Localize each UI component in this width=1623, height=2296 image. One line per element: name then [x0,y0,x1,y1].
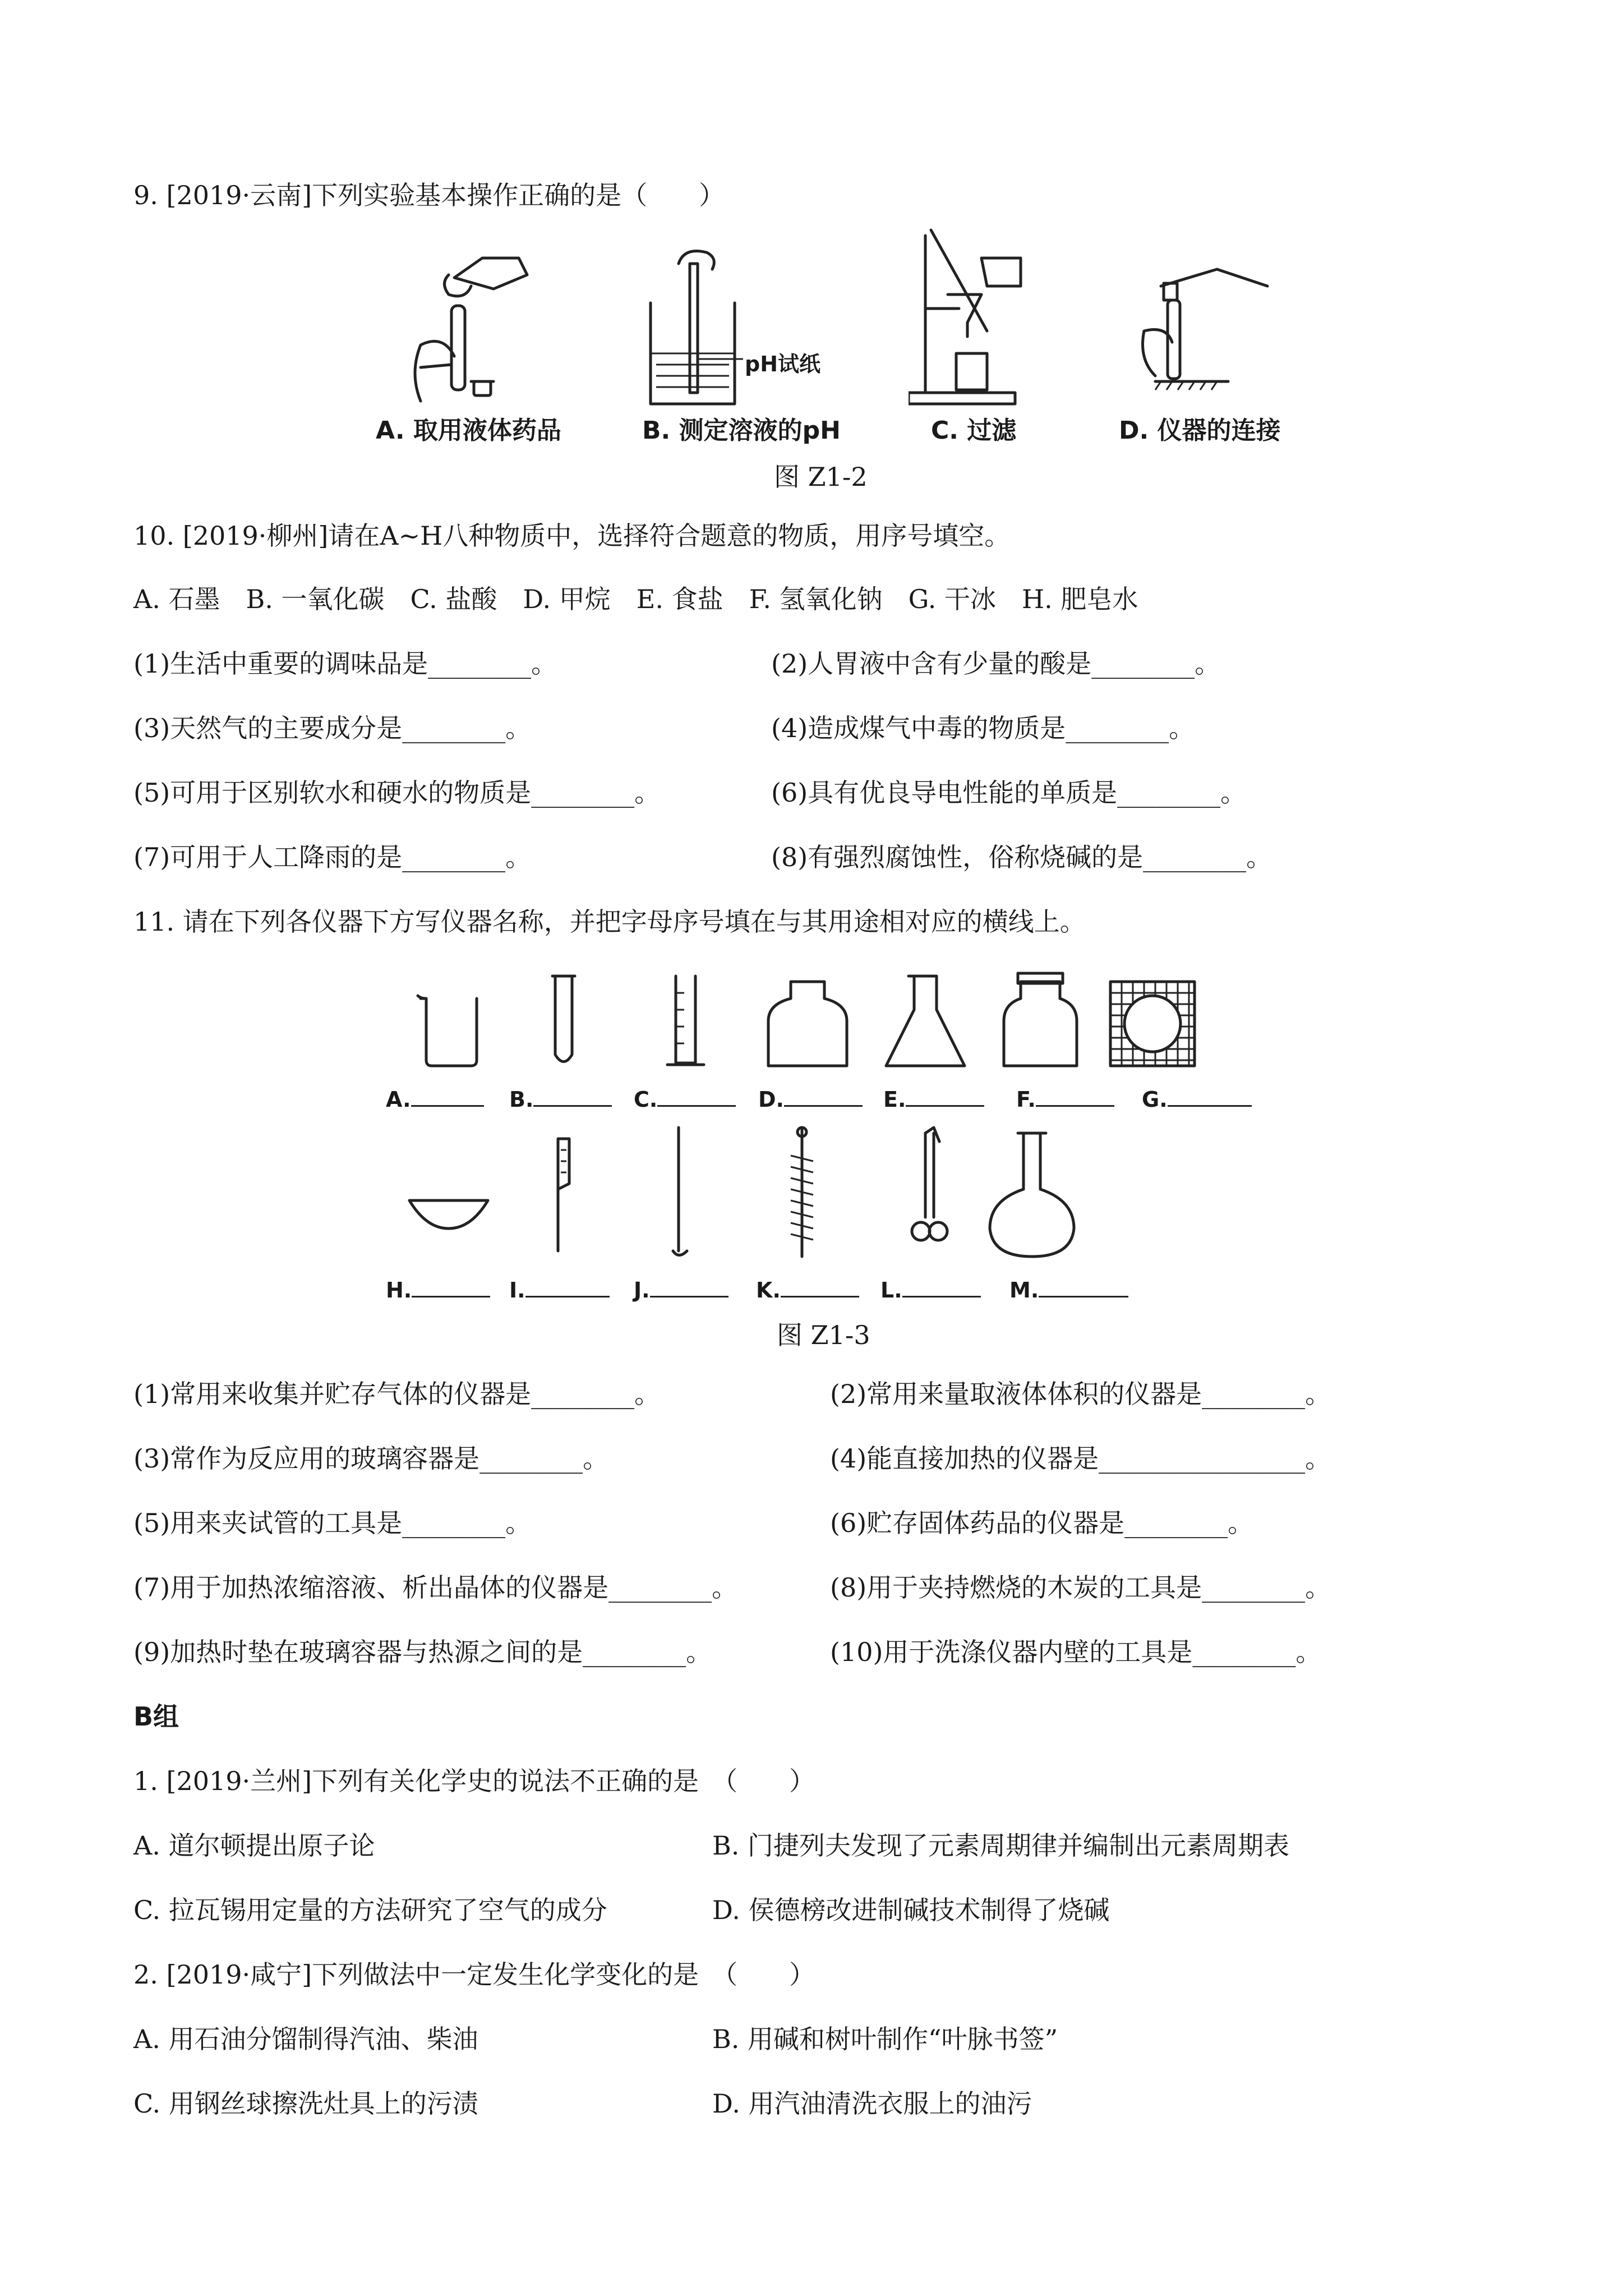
label-g: G. [1142,1083,1252,1112]
q11-item-10: (10)用于洗涤仪器内壁的工具是________。 [830,1637,1322,1667]
figure-c-filtration [909,224,1077,409]
label-k: K. [756,1273,859,1303]
figure-d-connection [1138,264,1307,409]
groupb-q1-option-c: C. 拉瓦锡用定量的方法研究了空气的成分 [133,1895,607,1925]
q10-item-7: (7)可用于人工降雨的是________。 [133,842,532,872]
label-h: H. [386,1273,490,1303]
q11-item-5: (5)用来夹试管的工具是________。 [133,1508,532,1538]
label-b: B. [509,1083,612,1112]
groupb-q2-option-a: A. 用石油分馏制得汽油、柴油 [133,2024,478,2054]
groupb-q1-option-b: B. 门捷列夫发现了元素周期律并编制出元素周期表 [712,1830,1290,1861]
groupb-q1-stem: 1. [2019·兰州]下列有关化学史的说法不正确的是 （ ） [133,1766,815,1796]
q10-stem: 10. [2019·柳州]请在A~H八种物质中，选择符合题意的物质，用序号填空。 [133,521,1011,551]
ph-paper-label: pH试纸 [745,352,821,376]
q10-item-8: (8)有强烈腐蚀性，俗称烧碱的是________。 [771,842,1272,872]
label-f: F. [1016,1083,1114,1112]
figure-b-ph-test [645,247,813,415]
label-i: I. [509,1273,610,1303]
option-c-label: C. 过滤 [931,416,1017,445]
option-d-label: D. 仪器的连接 [1119,416,1281,445]
option-a-label: A. 取用液体药品 [376,416,561,445]
groupb-q1-option-d: D. 侯德榜改进制碱技术制得了烧碱 [712,1895,1110,1925]
group-b-title: B组 [133,1701,179,1732]
q9-stem: 9. [2019·云南]下列实验基本操作正确的是（ ） [133,180,725,210]
q10-item-2: (2)人胃液中含有少量的酸是________。 [771,648,1221,679]
q11-item-8: (8)用于夹持燃烧的木炭的工具是________。 [830,1572,1331,1603]
label-j: J. [634,1273,728,1303]
q11-item-2: (2)常用来量取液体体积的仪器是________。 [830,1379,1331,1409]
figure-caption-z1-2: 图 Z1-2 [774,462,868,492]
q11-item-7: (7)用于加热浓缩溶液、析出晶体的仪器是________。 [133,1572,738,1603]
label-m: M. [1009,1273,1128,1303]
option-b-label: B. 测定溶液的pH [642,416,841,445]
q11-item-4: (4)能直接加热的仪器是________________。 [830,1443,1331,1474]
figure-a-liquid-pouring [387,244,538,412]
label-l: L. [880,1273,981,1303]
q10-item-4: (4)造成煤气中毒的物质是________。 [771,713,1195,743]
label-a: A. [386,1083,484,1112]
label-d: D. [758,1083,863,1112]
q10-item-1: (1)生活中重要的调味品是________。 [133,648,557,679]
q11-item-1: (1)常用来收集并贮存气体的仪器是________。 [133,1379,661,1409]
groupb-q1-option-a: A. 道尔顿提出原子论 [133,1830,375,1861]
q10-item-3: (3)天然气的主要成分是________。 [133,713,532,743]
figure-caption-z1-3: 图 Z1-3 [777,1320,870,1350]
q10-substances: A. 石墨 B. 一氧化碳 C. 盐酸 D. 甲烷 E. 食盐 F. 氢氧化钠 G. 干冰 H. 肥皂水 [133,584,1138,614]
q10-item-6: (6)具有优良导电性能的单质是________。 [771,777,1247,808]
groupb-q2-option-d: D. 用汽油清洗衣服上的油污 [712,2088,1032,2119]
q11-item-3: (3)常作为反应用的玻璃容器是________。 [133,1443,609,1474]
label-c: C. [634,1083,736,1112]
q10-item-5: (5)可用于区别软水和硬水的物质是________。 [133,777,661,808]
q11-item-6: (6)贮存固体药品的仪器是________。 [830,1508,1254,1538]
q11-stem: 11. 请在下列各仪器下方写仪器名称，并把字母序号填在与其用途相对应的横线上。 [133,907,1086,937]
instrument-row-2 [387,1122,1172,1268]
q11-item-9: (9)加热时垫在玻璃容器与热源之间的是________。 [133,1637,712,1667]
groupb-q2-option-c: C. 用钢丝球擦洗灶具上的污渍 [133,2088,478,2119]
label-e: E. [883,1083,984,1112]
groupb-q2-option-b: B. 用碱和树叶制作“叶脉书签” [712,2024,1058,2054]
groupb-q2-stem: 2. [2019·咸宁]下列做法中一定发生化学变化的是 （ ） [133,1959,815,1990]
